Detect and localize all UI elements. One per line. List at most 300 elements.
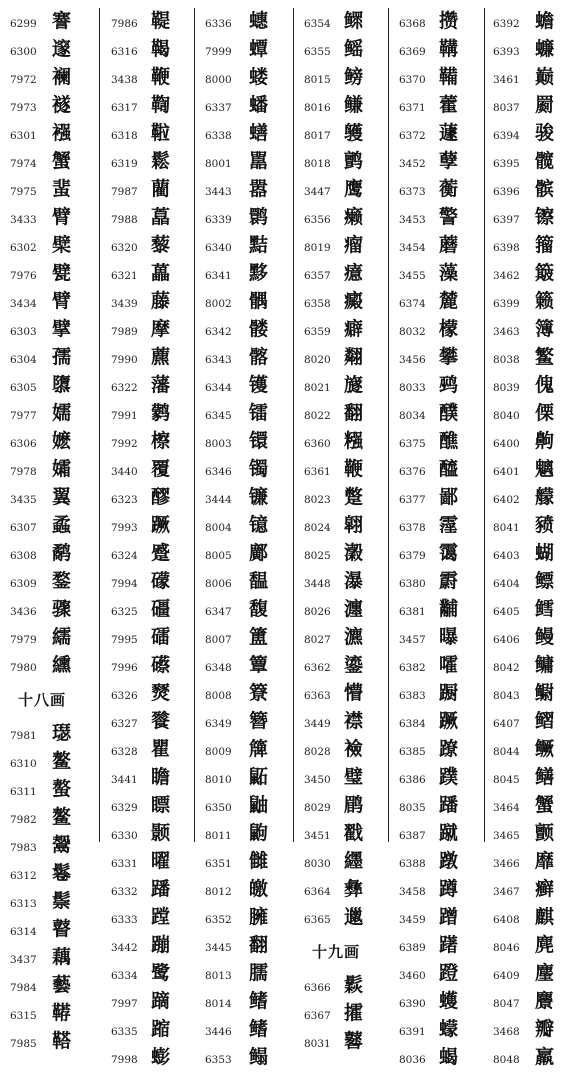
character-entry <box>10 748 102 776</box>
hanzi-character: 羸 <box>535 1046 555 1068</box>
character-entry <box>304 792 396 820</box>
character-code: 6340 <box>205 242 232 254</box>
hanzi-character: 甓 <box>52 262 72 284</box>
character-code: 6408 <box>493 914 520 926</box>
hanzi-character: 邃 <box>52 38 72 60</box>
hanzi-character: 鞨 <box>151 38 171 60</box>
character-entry <box>493 1016 568 1044</box>
hanzi-character: 鳌 <box>52 750 72 772</box>
hanzi-character: 嚚 <box>249 150 269 172</box>
character-code: 7972 <box>10 74 37 86</box>
character-code: 8005 <box>205 550 232 562</box>
character-code: 3449 <box>304 718 331 730</box>
character-entry <box>399 428 491 456</box>
character-entry <box>493 176 568 204</box>
character-code: 3460 <box>399 970 426 982</box>
character-entry <box>399 708 491 736</box>
hanzi-character: 蹰 <box>439 682 459 704</box>
hanzi-character: 鳙 <box>535 654 555 676</box>
character-entry <box>205 64 297 92</box>
hanzi-character: 瀔 <box>344 542 364 564</box>
hanzi-character: 蟊 <box>52 514 72 536</box>
character-code: 7982 <box>10 814 37 826</box>
character-code: 6373 <box>399 186 426 198</box>
character-entry <box>205 512 297 540</box>
character-entry <box>205 372 297 400</box>
character-code: 8038 <box>493 354 520 366</box>
hanzi-character: 鳐 <box>344 38 364 60</box>
character-entry <box>304 428 396 456</box>
character-code: 8009 <box>205 746 232 758</box>
hanzi-character: 鳗 <box>535 626 555 648</box>
hanzi-character: 簟 <box>249 654 269 676</box>
character-code: 6308 <box>10 550 37 562</box>
character-code: 6390 <box>399 998 426 1010</box>
character-entry <box>493 64 568 92</box>
character-code: 7985 <box>10 1038 37 1050</box>
hanzi-character: 蹾 <box>439 850 459 872</box>
character-entry <box>205 736 297 764</box>
hanzi-character: 鳛 <box>535 710 555 732</box>
character-code: 6300 <box>10 46 37 58</box>
character-entry <box>399 904 491 932</box>
character-code: 6396 <box>493 186 520 198</box>
character-entry <box>10 204 102 232</box>
character-code: 8039 <box>493 382 520 394</box>
character-entry <box>304 260 396 288</box>
hanzi-character: 孀 <box>52 458 72 480</box>
character-code: 8021 <box>304 382 331 394</box>
character-code: 7977 <box>10 410 37 422</box>
character-entry <box>493 316 568 344</box>
character-code: 7980 <box>10 662 37 674</box>
character-entry <box>10 1000 102 1028</box>
character-entry <box>493 708 568 736</box>
hanzi-character: 翻 <box>249 934 269 956</box>
character-code: 3464 <box>493 802 520 814</box>
character-entry <box>205 540 297 568</box>
character-code: 6398 <box>493 242 520 254</box>
character-code: 8010 <box>205 774 232 786</box>
character-code: 6306 <box>10 438 37 450</box>
hanzi-character: 蠊 <box>535 38 555 60</box>
hanzi-character: 簪 <box>249 710 269 732</box>
character-code: 7999 <box>205 46 232 58</box>
character-code: 8004 <box>205 522 232 534</box>
character-code: 6341 <box>205 270 232 282</box>
hanzi-character: 鳍 <box>249 990 269 1012</box>
character-code: 6403 <box>493 550 520 562</box>
character-code: 8032 <box>399 326 426 338</box>
hanzi-character: 襟 <box>344 710 364 732</box>
character-entry <box>493 540 568 568</box>
hanzi-character: 罽 <box>535 94 555 116</box>
character-entry <box>493 932 568 960</box>
character-entry <box>399 848 491 876</box>
character-entry <box>111 120 203 148</box>
character-code: 7979 <box>10 634 37 646</box>
character-entry <box>304 708 396 736</box>
hanzi-character: 纁 <box>52 654 72 676</box>
hanzi-character: 蠓 <box>439 1018 459 1040</box>
hanzi-character: 瀑 <box>344 570 364 592</box>
character-entry <box>399 288 491 316</box>
character-code: 6351 <box>205 858 232 870</box>
character-entry <box>493 204 568 232</box>
hanzi-character: 皦 <box>249 878 269 900</box>
character-code: 8022 <box>304 410 331 422</box>
hanzi-character: 鬈 <box>52 862 72 884</box>
character-entry <box>304 848 396 876</box>
character-entry <box>205 344 297 372</box>
character-code: 7993 <box>111 522 138 534</box>
character-code: 8031 <box>304 1038 331 1050</box>
character-entry <box>10 92 102 120</box>
hanzi-character: 警 <box>439 206 459 228</box>
hanzi-character: 蹬 <box>439 962 459 984</box>
character-code: 6334 <box>111 970 138 982</box>
character-entry <box>10 972 102 1000</box>
hanzi-character: 瓣 <box>535 1018 555 1040</box>
hanzi-character: 瞟 <box>151 794 171 816</box>
character-entry <box>304 120 396 148</box>
hanzi-character: 髃 <box>249 290 269 312</box>
character-code: 3444 <box>205 494 232 506</box>
character-code: 6363 <box>304 690 331 702</box>
character-code: 6368 <box>399 18 426 30</box>
character-code: 7983 <box>10 842 37 854</box>
hanzi-character: 餮 <box>151 710 171 732</box>
character-code: 8047 <box>493 998 520 1010</box>
character-code: 6310 <box>10 758 37 770</box>
hanzi-character: 鼬 <box>249 794 269 816</box>
hanzi-character: 鞲 <box>439 38 459 60</box>
character-entry <box>205 316 297 344</box>
character-code: 6364 <box>304 886 331 898</box>
character-code: 6304 <box>10 354 37 366</box>
character-entry <box>399 176 491 204</box>
character-entry <box>111 512 203 540</box>
hanzi-character: 颢 <box>151 822 171 844</box>
hanzi-character: 藨 <box>151 346 171 368</box>
character-code: 8041 <box>493 522 520 534</box>
hanzi-character: 嬬 <box>52 402 72 424</box>
character-code: 8003 <box>205 438 232 450</box>
character-code: 6370 <box>399 74 426 86</box>
character-code: 6311 <box>10 786 37 798</box>
hanzi-character: 蟫 <box>249 38 269 60</box>
character-code: 3436 <box>10 606 37 618</box>
stroke-count-heading <box>304 932 396 972</box>
hanzi-character: 蹼 <box>439 766 459 788</box>
character-code: 3467 <box>493 886 520 898</box>
character-entry <box>10 652 102 680</box>
character-code: 8000 <box>205 74 232 86</box>
character-entry <box>493 736 568 764</box>
character-entry <box>304 316 396 344</box>
character-code: 6367 <box>304 1010 331 1022</box>
character-code: 6375 <box>399 438 426 450</box>
character-code: 3466 <box>493 858 520 870</box>
character-code: 3459 <box>399 914 426 926</box>
hanzi-character: 麖 <box>535 990 555 1012</box>
hanzi-character: 艨 <box>535 486 555 508</box>
hanzi-character: 馥 <box>249 598 269 620</box>
character-entry <box>10 148 102 176</box>
hanzi-character: 髋 <box>535 150 555 172</box>
character-entry <box>304 344 396 372</box>
hanzi-character: 鼛 <box>344 1030 364 1052</box>
character-entry <box>111 204 203 232</box>
character-entry <box>10 8 102 36</box>
character-entry <box>493 820 568 848</box>
character-entry <box>304 176 396 204</box>
hanzi-character: 骏 <box>535 122 555 144</box>
character-entry <box>493 456 568 484</box>
character-entry <box>111 176 203 204</box>
hanzi-character: 繻 <box>52 626 72 648</box>
hanzi-character: 謇 <box>52 10 72 32</box>
character-entry <box>111 428 203 456</box>
hanzi-character: 鄙 <box>439 486 459 508</box>
hanzi-character: 蹶 <box>439 710 459 732</box>
character-entry <box>111 904 203 932</box>
hanzi-character: 嚯 <box>439 654 459 676</box>
character-code: 6309 <box>10 578 37 590</box>
character-entry <box>10 624 102 652</box>
hanzi-character: 鹛 <box>344 794 364 816</box>
entry-column <box>493 8 568 1072</box>
hanzi-character: 鞫 <box>151 94 171 116</box>
character-code: 7992 <box>111 438 138 450</box>
hanzi-character: 礞 <box>151 570 171 592</box>
character-code: 8037 <box>493 102 520 114</box>
character-entry <box>493 288 568 316</box>
character-entry <box>493 120 568 148</box>
character-code: 3440 <box>111 466 138 478</box>
character-code: 6393 <box>493 46 520 58</box>
hanzi-character: 髌 <box>535 178 555 200</box>
character-entry <box>399 1044 491 1072</box>
hanzi-character: 藝 <box>52 974 72 996</box>
hanzi-character: 襁 <box>52 122 72 144</box>
character-entry <box>205 232 297 260</box>
hanzi-character: 蟪 <box>249 10 269 32</box>
hanzi-character: 癜 <box>344 290 364 312</box>
character-code: 6385 <box>399 746 426 758</box>
character-entry <box>205 932 297 960</box>
character-code: 8011 <box>205 830 232 842</box>
hanzi-character: 瘤 <box>344 234 364 256</box>
character-code: 6353 <box>205 1054 232 1066</box>
hanzi-character: 蹴 <box>439 822 459 844</box>
hanzi-character: 籀 <box>535 234 555 256</box>
hanzi-character: 癖 <box>344 318 364 340</box>
hanzi-character: 蘑 <box>439 234 459 256</box>
character-code: 7988 <box>111 214 138 226</box>
hanzi-character: 礌 <box>151 626 171 648</box>
character-code: 6352 <box>205 914 232 926</box>
character-entry <box>111 1016 203 1044</box>
hanzi-character: 鞭 <box>344 458 364 480</box>
character-code: 6394 <box>493 130 520 142</box>
character-code: 6354 <box>304 18 331 30</box>
hanzi-character: 翼 <box>52 486 72 508</box>
character-entry <box>493 148 568 176</box>
character-entry <box>10 260 102 288</box>
hanzi-character: 鳒 <box>344 94 364 116</box>
hanzi-character: 嚣 <box>249 178 269 200</box>
character-entry <box>205 568 297 596</box>
hanzi-character: 鬶 <box>52 834 72 856</box>
hanzi-character: 懵 <box>344 682 364 704</box>
hanzi-character: 黟 <box>249 262 269 284</box>
character-entry <box>304 1028 396 1056</box>
character-code: 3439 <box>111 298 138 310</box>
hanzi-character: 髂 <box>249 346 269 368</box>
hanzi-character: 鬆 <box>151 150 171 172</box>
hanzi-character: 鼫 <box>249 766 269 788</box>
character-code: 6389 <box>399 942 426 954</box>
character-entry <box>111 540 203 568</box>
hanzi-character: 鳎 <box>249 1046 269 1068</box>
character-code: 6357 <box>304 270 331 282</box>
character-entry <box>205 624 297 652</box>
hanzi-character: 鞯 <box>52 1002 72 1024</box>
character-code: 8042 <box>493 662 520 674</box>
character-code: 7994 <box>111 578 138 590</box>
character-code: 6407 <box>493 718 520 730</box>
character-code: 6366 <box>304 982 331 994</box>
hanzi-character: 藩 <box>151 374 171 396</box>
character-entry <box>399 148 491 176</box>
character-entry <box>10 512 102 540</box>
character-entry <box>493 624 568 652</box>
hanzi-character: 孺 <box>52 346 72 368</box>
stroke-count-heading-text: 十九画 <box>312 943 361 961</box>
character-entry <box>205 120 297 148</box>
character-code: 6356 <box>304 214 331 226</box>
character-entry <box>111 372 203 400</box>
stroke-count-heading <box>10 680 102 720</box>
character-entry <box>304 540 396 568</box>
hanzi-character: 巅 <box>535 66 555 88</box>
hanzi-character: 瀍 <box>344 598 364 620</box>
character-entry <box>111 988 203 1016</box>
character-entry <box>205 400 297 428</box>
character-entry <box>111 260 203 288</box>
character-code: 6349 <box>205 718 232 730</box>
hanzi-character: 鄺 <box>249 542 269 564</box>
character-code: 3452 <box>399 158 426 170</box>
hanzi-character: 攒 <box>439 10 459 32</box>
hanzi-character: 蹽 <box>439 738 459 760</box>
character-code: 6313 <box>10 898 37 910</box>
character-entry <box>493 512 568 540</box>
hanzi-character: 癞 <box>344 206 364 228</box>
character-entry <box>399 92 491 120</box>
character-code: 3463 <box>493 326 520 338</box>
character-code: 6406 <box>493 634 520 646</box>
character-entry <box>111 876 203 904</box>
character-entry <box>205 792 297 820</box>
character-entry <box>399 932 491 960</box>
hanzi-character: 藻 <box>439 262 459 284</box>
character-entry <box>399 344 491 372</box>
character-code: 6392 <box>493 18 520 30</box>
character-code: 6321 <box>111 270 138 282</box>
hanzi-character: 蹚 <box>151 906 171 928</box>
character-entry <box>493 484 568 512</box>
hanzi-character: 鳑 <box>344 66 364 88</box>
entry-column <box>111 8 203 1072</box>
hanzi-character: 藤 <box>151 290 171 312</box>
character-code: 6395 <box>493 158 520 170</box>
character-code: 8001 <box>205 158 232 170</box>
character-entry <box>111 652 203 680</box>
character-entry <box>493 792 568 820</box>
character-code: 8020 <box>304 354 331 366</box>
character-entry <box>304 8 396 36</box>
character-code: 6372 <box>399 130 426 142</box>
character-code: 8033 <box>399 382 426 394</box>
entry-column <box>205 8 297 1072</box>
character-code: 8045 <box>493 774 520 786</box>
hanzi-character: 蟹 <box>52 150 72 172</box>
character-code: 7995 <box>111 634 138 646</box>
hanzi-character: 鹀 <box>439 374 459 396</box>
character-code: 8048 <box>493 1054 520 1066</box>
character-code: 3441 <box>111 774 138 786</box>
hanzi-character: 黼 <box>439 598 459 620</box>
character-entry <box>111 64 203 92</box>
character-code: 3433 <box>10 214 37 226</box>
hanzi-character: 鹭 <box>151 962 171 984</box>
hanzi-character: 蟹 <box>535 794 555 816</box>
character-entry <box>111 736 203 764</box>
character-entry <box>399 568 491 596</box>
character-code: 6399 <box>493 298 520 310</box>
hanzi-character: 翶 <box>344 514 364 536</box>
character-code: 6344 <box>205 382 232 394</box>
character-entry <box>399 120 491 148</box>
hanzi-character: 麂 <box>535 934 555 956</box>
character-code: 8018 <box>304 158 331 170</box>
character-code: 6404 <box>493 578 520 590</box>
character-entry <box>10 568 102 596</box>
character-entry <box>304 820 396 848</box>
character-code: 6397 <box>493 214 520 226</box>
character-code: 6355 <box>304 46 331 58</box>
character-code: 6343 <box>205 354 232 366</box>
hanzi-character: 攀 <box>439 346 459 368</box>
character-code: 7987 <box>111 186 138 198</box>
character-entry <box>10 456 102 484</box>
hanzi-character: 擘 <box>52 318 72 340</box>
character-entry <box>111 764 203 792</box>
character-entry <box>10 888 102 916</box>
character-entry <box>493 372 568 400</box>
character-entry <box>304 736 396 764</box>
hanzi-character: 躇 <box>439 934 459 956</box>
character-code: 6315 <box>10 1010 37 1022</box>
character-code: 6307 <box>10 522 37 534</box>
hanzi-character: 鞭 <box>151 66 171 88</box>
character-entry <box>304 1000 396 1028</box>
character-code: 6361 <box>304 466 331 478</box>
character-code: 6302 <box>10 242 37 254</box>
character-code: 3434 <box>10 298 37 310</box>
